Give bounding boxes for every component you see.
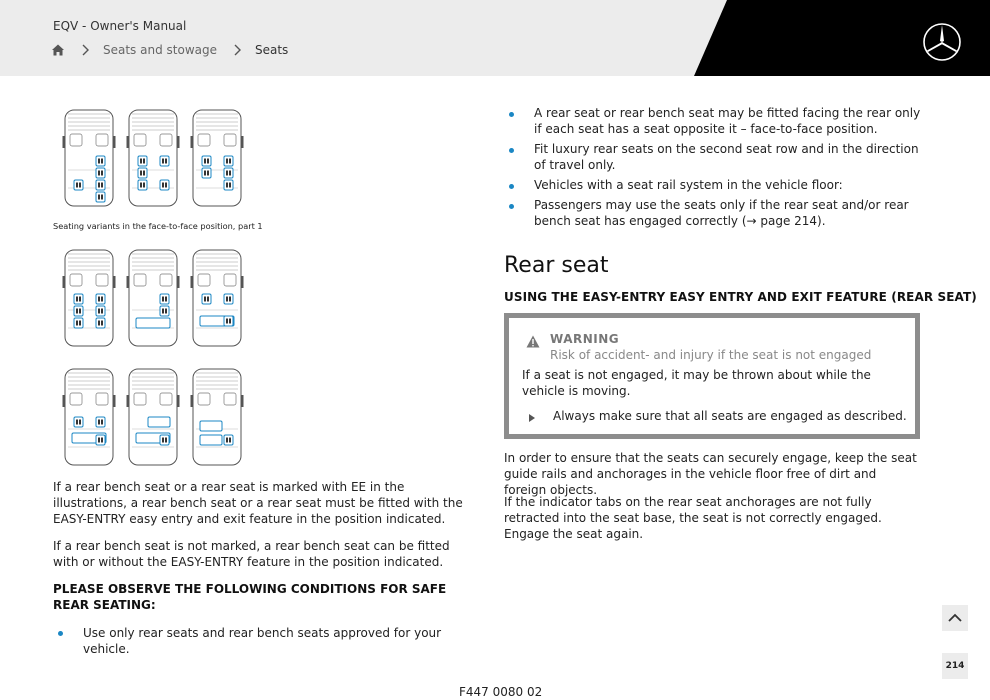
- chevron-up-icon: [942, 605, 968, 631]
- van-outline: [63, 250, 116, 346]
- ee-seat-marker: [200, 421, 222, 431]
- ee-seat-marker: [138, 156, 147, 166]
- warning-title: WARNING: [550, 332, 620, 346]
- ee-seat-marker: [74, 318, 83, 328]
- home-icon[interactable]: [51, 43, 65, 57]
- chevron-right-icon: [233, 44, 241, 56]
- paragraph-not-marked: If a rear bench seat is not marked, a rear bench seat can be fitted with or without the EASY-ENTRY feature in the position indicated.: [53, 539, 450, 569]
- van-outline: [127, 110, 180, 206]
- ee-seat-marker: [96, 180, 105, 190]
- ee-seat-marker: [224, 180, 233, 190]
- ee-seat-marker: [160, 306, 169, 316]
- breadcrumb: [51, 42, 288, 58]
- van-outline: [63, 369, 116, 465]
- ee-seat-marker: [96, 435, 105, 445]
- ee-seat-marker: [224, 316, 233, 326]
- ee-seat-marker: [96, 417, 105, 427]
- ee-seat-marker: [96, 168, 105, 178]
- ee-seat-marker: [200, 435, 222, 445]
- ee-seat-marker: [74, 180, 83, 190]
- ee-seat-marker: [96, 318, 105, 328]
- ee-seat-marker: [138, 180, 147, 190]
- figure-code: F447 0080 02: [459, 685, 543, 699]
- ee-seat-marker: [96, 294, 105, 304]
- ee-seat-marker: [160, 435, 169, 445]
- list-item: Vehicles with a seat rail system in the vehicle floor:: [509, 177, 921, 193]
- warning-subtitle: Risk of accident- and injury if the seat is not engaged: [550, 348, 872, 362]
- ee-seat-marker: [160, 180, 169, 190]
- ee-seat-marker: [202, 168, 211, 178]
- conditions-list: [509, 105, 921, 233]
- list-item: A rear seat or rear bench seat may be fitted facing the rear only if each seat has a seat opposite it – face-to-face position.: [509, 105, 921, 137]
- scroll-to-top-button[interactable]: [942, 605, 968, 631]
- chevron-right-icon: [81, 44, 89, 56]
- page-header: [0, 0, 990, 76]
- van-outline: [191, 369, 244, 465]
- ee-seat-marker: [148, 417, 170, 427]
- list-item: Passengers may use the seats only if the rear seat and/or rear bench seat has engaged correctly (→ page 214).: [509, 197, 921, 229]
- mercedes-star-logo: [922, 22, 962, 62]
- ee-seat-marker: [74, 294, 83, 304]
- warning-box: [504, 313, 920, 439]
- ee-seat-marker: [224, 294, 233, 304]
- ee-seat-marker: [74, 417, 83, 427]
- ee-seat-marker: [202, 294, 211, 304]
- ee-seat-marker: [224, 435, 233, 445]
- ee-seat-marker: [96, 192, 105, 202]
- paragraph-indicator-tabs: If the indicator tabs on the rear seat anchorages are not fully retracted into the seat base, the seat is not correctly engaged. Engage the seat again.: [504, 495, 882, 541]
- ee-seat-marker: [224, 156, 233, 166]
- figure-caption: Seating variants in the face-to-face position, part 1: [53, 221, 263, 231]
- triangle-right-icon: [529, 414, 535, 422]
- van-outline: [191, 250, 244, 346]
- van-outline: [127, 250, 180, 346]
- van-outline: [127, 369, 180, 465]
- safe-seating-heading: PLEASE OBSERVE THE FOLLOWING CONDITIONS FOR SAFE REAR SEATING:: [53, 582, 447, 612]
- page-number-badge[interactable]: 214: [942, 653, 968, 679]
- ee-seat-marker: [96, 156, 105, 166]
- subheading: USING THE EASY-ENTRY EASY ENTRY AND EXIT FEATURE (REAR SEAT): [504, 290, 977, 304]
- breadcrumb-item-seats: Seats: [254, 43, 289, 57]
- van-outline: [191, 110, 244, 206]
- warning-triangle-icon: [526, 335, 540, 348]
- ee-seat-marker: [96, 306, 105, 316]
- van-outline: [63, 110, 116, 206]
- paragraph-ee-marking: If a rear bench seat or a rear seat is marked with EE in the illustrations, a rear bench seat or a rear seat must be fitted with the EASY-ENTRY easy entry and exit feature in the position indicated.: [53, 480, 463, 526]
- ee-seat-marker: [202, 156, 211, 166]
- app-title: EQV - Owner's Manual: [53, 19, 187, 33]
- ee-seat-marker: [136, 318, 170, 328]
- seating-variants-illustration-row-2: [62, 246, 244, 350]
- warning-instruction: Always make sure that all seats are engaged as described.: [553, 409, 907, 423]
- breadcrumb-item-seats-and-stowage[interactable]: Seats and stowage: [103, 43, 217, 57]
- ee-seat-marker: [160, 294, 169, 304]
- section-title: Rear seat: [504, 253, 609, 278]
- seating-variants-illustration-row-1: [62, 106, 244, 210]
- bullet-approved-seats: Use only rear seats and rear bench seats approved for your vehicle.: [83, 626, 442, 656]
- paragraph-keep-rails-clean: In order to ensure that the seats can securely engage, keep the seat guide rails and anchorages in the vehicle floor free of dirt and foreign objects.: [504, 451, 917, 497]
- ee-seat-marker: [160, 156, 169, 166]
- bullet-dot: [58, 631, 63, 636]
- ee-seat-marker: [224, 168, 233, 178]
- ee-seat-marker: [74, 306, 83, 316]
- ee-seat-marker: [138, 168, 147, 178]
- warning-body: If a seat is not engaged, it may be thrown about while the vehicle is moving.: [522, 368, 871, 398]
- list-item: Fit luxury rear seats on the second seat row and in the direction of travel only.: [509, 141, 921, 173]
- seating-variants-illustration-row-3: [62, 365, 244, 469]
